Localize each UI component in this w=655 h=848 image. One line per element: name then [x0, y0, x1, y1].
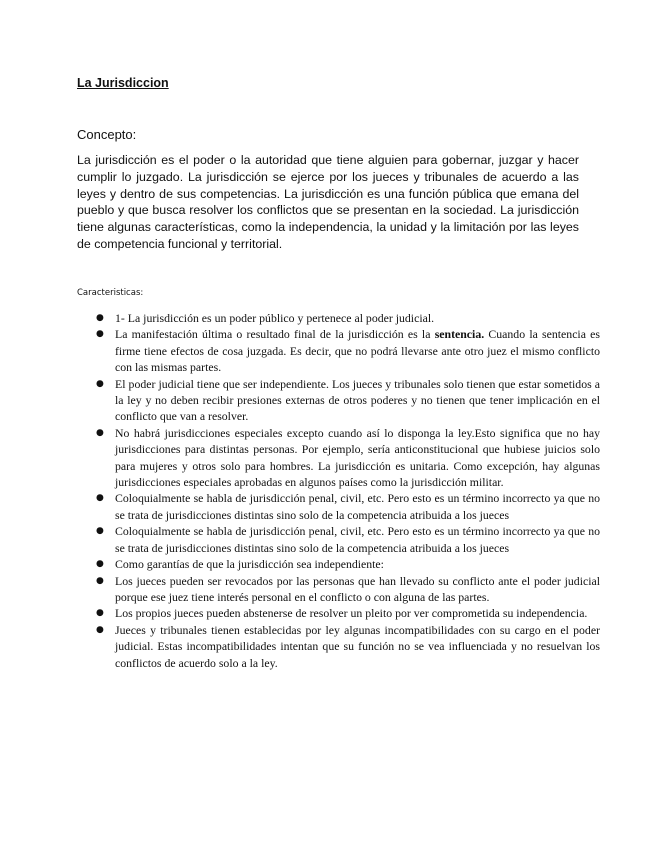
bullet-icon: ● [96, 313, 104, 323]
bullet-icon: ● [96, 493, 104, 504]
list-item [96, 523, 600, 556]
bullet-icon: ● [96, 608, 104, 619]
list-item [96, 605, 600, 621]
sentencia-emphasis: sentencia. [434, 327, 485, 342]
list-item-text: No habrá jurisdicciones especiales excepto cuando así lo disponga la ley.Esto significa que no hay jurisdicciones para distintas personas. Por ejemplo, sería anticonstitucional que hubiese juicios solo para mujeres y otros solo para hombres. La jurisdicción es unitaria. Como excepción, hay algunas jurisdicciones especiales aprobadas en algunos países como la jurisdicción militar. [115, 425, 600, 490]
list-item [96, 310, 600, 326]
list-item-text: Jueces y tribunales tienen establecidas por ley algunas incompatibilidades con su cargo en el poder judicial. Estas incompatibilidades intentan que su función no se vea influenciada y no resuelvan los conflictos de acuerdo solo a la ley. [115, 622, 600, 670]
intro-paragraph: La jurisdicción es el poder o la autoridad que tiene alguien para gobernar, juzgar y hacer cumplir lo juzgado. La jurisdicción se ejerce por los jueces y tribunales de acuerdo a las leyes y dentro de sus competencias. La jurisdicción es una función pública que emana del pueblo y que busca resolver los conflictos que se presentan en la sociedad. La jurisdicción tiene algunas características, como la independencia, la unidad y la limitación por las leyes de competencia funcional y territorial. [77, 153, 579, 251]
list-item [96, 326, 600, 375]
bullet-icon: ● [96, 427, 104, 438]
bullet-icon: ● [96, 559, 104, 570]
list-item-text: Los jueces pueden ser revocados por las personas que han llevado su conflicto ante el poder judicial porque ese juez tiene interés personal en el conflicto o con alguna de las partes. [115, 573, 600, 604]
bullet-icon: ● [96, 575, 104, 586]
list-item [96, 376, 600, 425]
bullet-icon: ● [96, 526, 104, 537]
list-item [96, 490, 600, 523]
document-title: La Jurisdiccion [77, 76, 169, 90]
list-item [96, 573, 600, 606]
list-item-text-end: Cuando la sentencia es firme tiene efectos de cosa juzgada. Es decir, que no podrá llevarse ante otro juez el mismo conflicto con las mismas partes. [115, 327, 600, 375]
list-item-text: Coloquialmente se habla de jurisdicción penal, civil, etc. Pero esto es un término incorrecto ya que no se trata de jurisdicciones distintas sino solo de la competencia atribuida a los jueces [115, 524, 600, 555]
characteristics-label: Caracteristicas: [77, 288, 144, 298]
list-item-text: 1- La jurisdicción es un poder público y pertenece al poder judicial. [115, 311, 435, 325]
bullet-icon: ● [96, 329, 104, 340]
bullet-icon: ● [96, 378, 104, 389]
list-item [96, 425, 600, 491]
list-item-text: Coloquialmente se habla de jurisdicción penal, civil, etc. Pero esto es un término incorrecto ya que no se trata de jurisdicciones distintas sino solo de la competencia atribuida a los jueces [115, 491, 600, 522]
list-item-text: Como garantías de que la jurisdicción sea independiente: [115, 557, 384, 572]
characteristics-list [95, 310, 600, 671]
bullet-icon: ● [96, 624, 104, 635]
list-item [96, 556, 600, 572]
concept-heading: Concepto: [77, 127, 137, 142]
list-item-text-start: La manifestación última o resultado final de la jurisdicción es la [115, 327, 435, 342]
list-item-text: El poder judicial tiene que ser independiente. Los jueces y tribunales solo tienen que estar sometidos a la ley y no deben recibir presiones externas de otros poderes y no tienen que tener implicación en el conflicto que van a resolver. [115, 376, 600, 424]
list-item-text: Los propios jueces pueden abstenerse de resolver un pleito por ver comprometida su independencia. [115, 606, 588, 621]
list-item [96, 622, 600, 671]
list-item-text [115, 326, 600, 375]
